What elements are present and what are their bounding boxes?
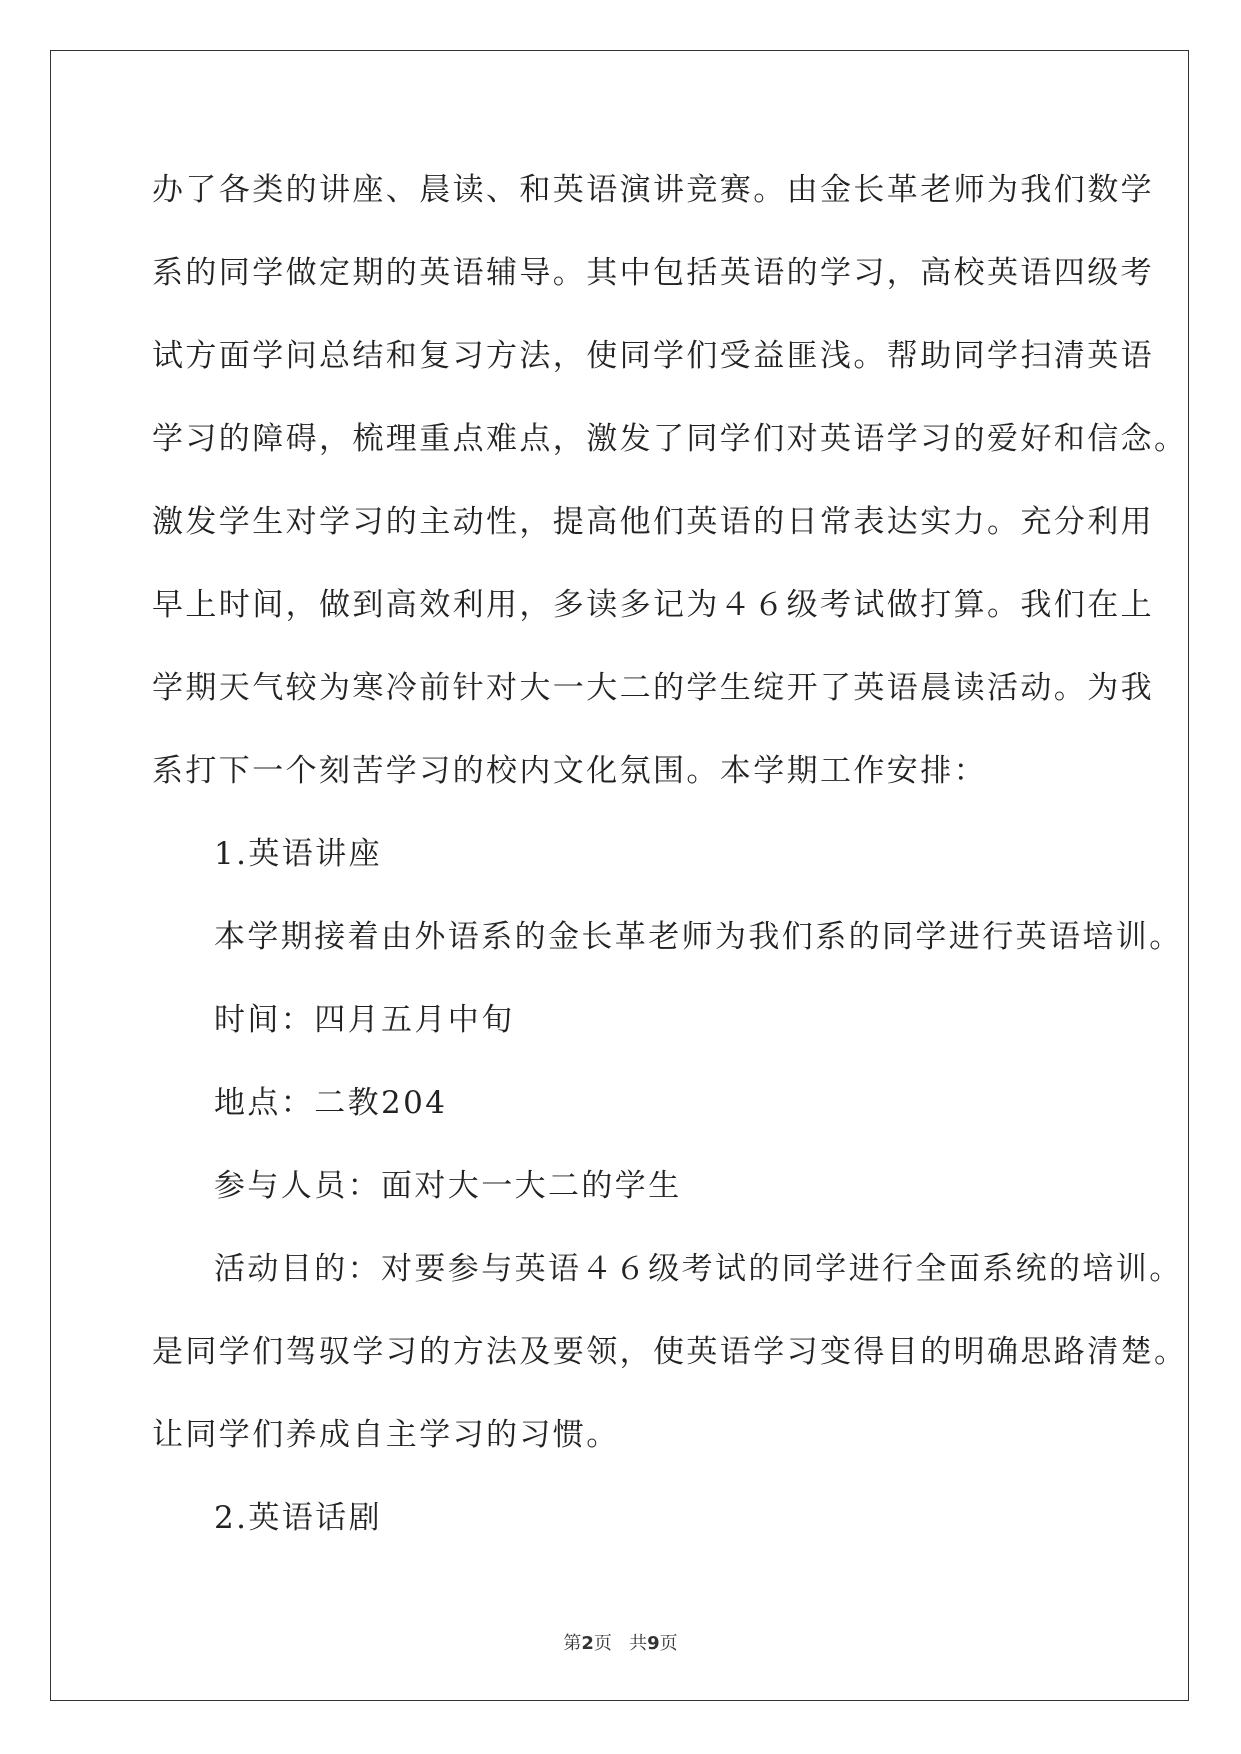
text-line-time: 时间：四月五月中旬 xyxy=(214,1002,515,1038)
text-line-16: 让同学们养成自主学习的习惯。 xyxy=(152,1417,620,1453)
text-line-2: 系的同学做定期的英语辅导。其中包括英语的学习，高校英语四级考 xyxy=(152,255,1154,291)
text-line-purpose: 活动目的：对要参与英语４６级考试的同学进行全面系统的培训。 xyxy=(214,1251,1183,1287)
page-number: 2 xyxy=(581,1633,594,1654)
text-line-3: 试方面学问总结和复习方法，使同学们受益匪浅。帮助同学扫清英语 xyxy=(152,338,1154,374)
text-line-participants: 参与人员：面对大一大二的学生 xyxy=(214,1168,682,1204)
section-heading-1: 1.英语讲座 xyxy=(214,836,382,872)
text-line-8: 系打下一个刻苦学习的校内文化氛围。本学期工作安排： xyxy=(152,753,987,789)
page-prefix: 第 xyxy=(563,1633,582,1654)
text-line-6: 早上时间，做到高效利用，多读多记为４６级考试做打算。我们在上 xyxy=(152,587,1154,623)
page-footer xyxy=(0,1632,1241,1656)
page-suffix: 页 xyxy=(593,1633,612,1654)
text-line-location: 地点：二教204 xyxy=(214,1085,448,1121)
text-line-4: 学习的障碍，梳理重点难点，激发了同学们对英语学习的爱好和信念。 xyxy=(152,421,1188,457)
total-prefix: 共 xyxy=(629,1633,648,1654)
total-pages: 9 xyxy=(647,1633,660,1654)
text-line-7: 学期天气较为寒冷前针对大一大二的学生绽开了英语晨读活动。为我 xyxy=(152,670,1154,706)
text-line-5: 激发学生对学习的主动性，提高他们英语的日常表达实力。充分利用 xyxy=(152,504,1154,540)
section-heading-2: 2.英语话剧 xyxy=(214,1500,382,1536)
text-line-1: 办了各类的讲座、晨读、和英语演讲竞赛。由金长革老师为我们数学 xyxy=(152,172,1154,208)
total-suffix: 页 xyxy=(659,1633,678,1654)
text-line-15: 是同学们驾驭学习的方法及要领，使英语学习变得目的明确思路清楚。 xyxy=(152,1334,1188,1370)
text-line-10: 本学期接着由外语系的金长革老师为我们系的同学进行英语培训。 xyxy=(214,919,1183,955)
